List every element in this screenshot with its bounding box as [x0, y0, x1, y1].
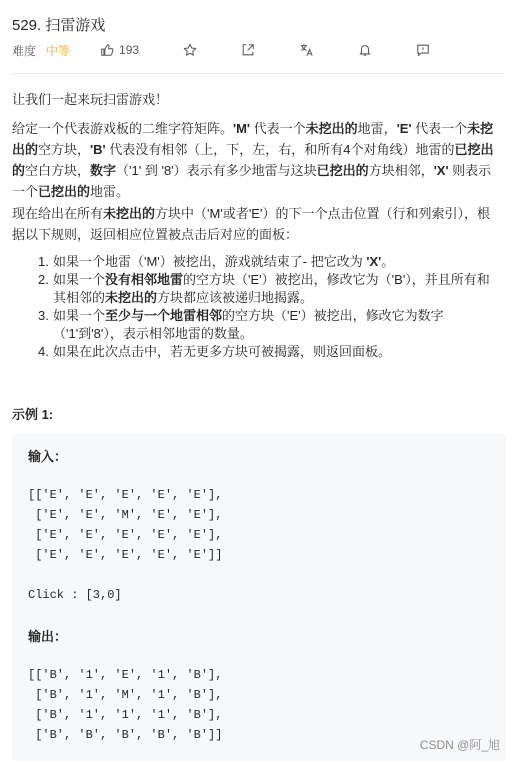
like-button[interactable]: [100, 43, 139, 57]
description-paragraph: 给定一个代表游戏板的二维字符矩阵。'M' 代表一个未挖出的地雷，'E' 代表一个未挖出的空方块，'B' 代表没有相邻（上，下，左，右，和所有4个对角线）地雷的已挖出的空白方块，数字（'1' 到 '8'）表示有多少地雷与这块已挖出的方块相邻，'X' 则表示一个已挖出的地雷。: [12, 121, 494, 199]
star-icon: [183, 43, 197, 57]
intro-paragraph: 让我们一起来玩扫雷游戏！: [12, 92, 169, 107]
output-label: 输出：: [28, 629, 68, 644]
input-board: [['E', 'E', 'E', 'E', 'E'], ['E', 'E', 'M', 'E', 'E'], ['E', 'E', 'E', 'E', 'E'], ['E', 'E', 'E', 'E', 'E']]: [28, 488, 223, 562]
watermark: CSDN @阿_旭: [419, 738, 500, 752]
input-label: 输入：: [28, 449, 68, 464]
example-code-block: [12, 434, 506, 761]
header-divider: [12, 73, 504, 74]
notify-button[interactable]: [358, 43, 372, 57]
feedback-icon: [416, 43, 430, 57]
rules-intro-paragraph: 现在给出在所有未挖出的方块中（'M'或者'E'）的下一个点击位置（行和列索引），根据以下规则，返回相应位置被点击后对应的面板：: [12, 206, 490, 242]
bell-icon: [358, 43, 372, 57]
share-icon: [241, 43, 255, 57]
difficulty-label: 难度: [12, 43, 37, 58]
example-title: 示例 1:: [12, 407, 54, 422]
thumb-up-icon: [100, 43, 114, 57]
rules-list: [38, 253, 502, 361]
like-count: 193: [119, 43, 140, 57]
problem-title: 529. 扫雷游戏: [12, 17, 106, 34]
click-position: Click : [3,0]: [28, 588, 122, 602]
favorite-button[interactable]: [183, 43, 197, 57]
translate-button[interactable]: [299, 43, 314, 57]
list-item: 3. 如果一个至少与一个地雷相邻的空方块（'E'）被挖出，修改它为数字（'1'到'8'），表示相邻地雷的数量。: [38, 308, 444, 341]
output-board: [['B', '1', 'E', '1', 'B'], ['B', '1', 'M', '1', 'B'], ['B', '1', '1', '1', 'B'], ['B', 'B', 'B', 'B', 'B']]: [28, 668, 223, 742]
list-item: 1. 如果一个地雷（'M'）被挖出，游戏就结束了- 把它改为 'X'。: [38, 254, 395, 269]
translate-icon: [299, 43, 314, 57]
list-item: 4. 如果在此次点击中，若无更多方块可被揭露，则返回面板。: [38, 344, 392, 359]
share-button[interactable]: [241, 43, 255, 57]
list-item: 2. 如果一个没有相邻地雷的空方块（'E'）被挖出，修改它为（'B'），并且所有和其相邻的未挖出的方块都应该被递归地揭露。: [38, 272, 490, 305]
feedback-button[interactable]: [416, 43, 430, 57]
problem-meta-bar: [12, 42, 502, 58]
difficulty-badge: 中等: [46, 43, 71, 58]
